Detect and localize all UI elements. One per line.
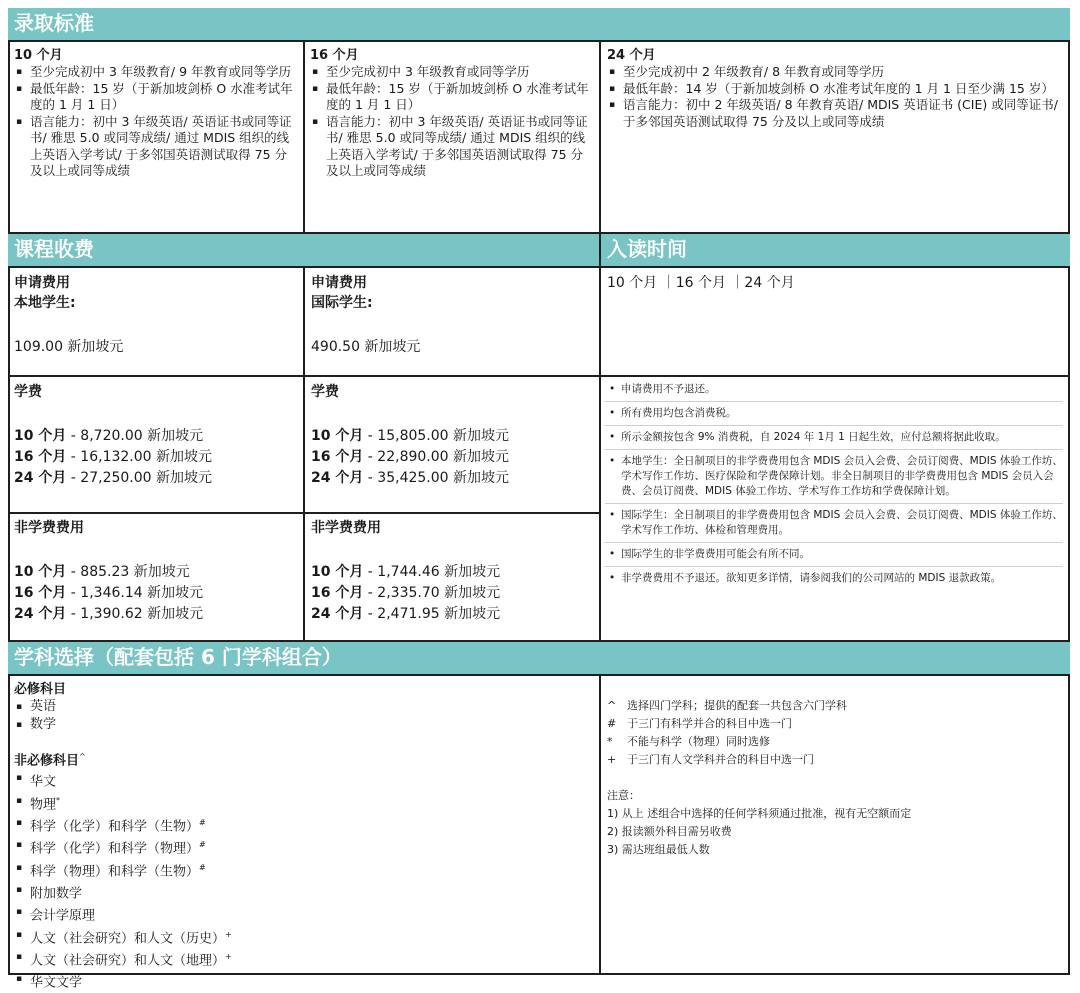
fee-row: 10 个月 - 8,720.00 新加坡元 xyxy=(14,428,204,444)
list-item: ▪ 科学（化学）和科学（生物）# xyxy=(14,814,594,836)
admission-header: 录取标准 xyxy=(8,8,1070,42)
fee-row: 16 个月 - 1,346.14 新加坡元 xyxy=(14,585,204,601)
app-fee-sub: 本地学生: xyxy=(14,295,76,311)
subjects-legend xyxy=(607,697,1062,859)
admission-col-title: 24 个月 xyxy=(607,48,656,63)
list-item: ▪ 至少完成初中 3 年级教育/ 9 年教育或同等学历 xyxy=(14,64,298,81)
legend-row: * 不能与科学（物理）同时选修 xyxy=(607,735,770,748)
local-nontuition xyxy=(14,518,298,625)
divider xyxy=(303,268,305,642)
note-item: • 国际学生的非学费费用可能会有所不同。 xyxy=(605,543,1063,567)
app-fee-title: 申请费用 xyxy=(311,275,367,291)
app-fee-value: 109.00 新加坡元 xyxy=(14,339,124,355)
list-item: ▪ 语言能力：初中 3 年级英语/ 英语证书或同等证书/ 雅思 5.0 或同等成绩/ 通过 MDIS 组织的线上英语入学考试/ 于多邻国英语测试取得 75 分及以上或同等成绩 xyxy=(14,114,298,180)
admission-col-10 xyxy=(14,47,298,180)
admission-col-title: 10 个月 xyxy=(14,48,63,63)
fee-row: 10 个月 - 1,744.46 新加坡元 xyxy=(311,564,501,580)
subject-note: 1) 从上 述组合中选择的任何学科须通过批准，视有无空额而定 xyxy=(607,807,912,820)
subjects-list xyxy=(14,681,594,993)
nontuition-title: 非学费费用 xyxy=(311,520,381,536)
subject-note: 2) 报读额外科目需另收费 xyxy=(607,825,732,838)
list-item: ▪ 人文（社会研究）和人文（历史）+ xyxy=(14,926,594,948)
legend-row: + 于三门有人文学科并合的科目中选一门 xyxy=(607,753,814,766)
list-item: ▪ 会计学原理 xyxy=(14,903,594,925)
admission-col-24 xyxy=(607,47,1062,130)
fee-row: 24 个月 - 27,250.00 新加坡元 xyxy=(14,470,213,486)
legend-row: ^ 选择四门学科；提供的配套一共包含六门学科 xyxy=(607,699,847,712)
tuition-title: 学费 xyxy=(311,384,339,400)
fee-row: 16 个月 - 2,335.70 新加坡元 xyxy=(311,585,501,601)
subject-note: 3) 需达班组最低人数 xyxy=(607,843,710,856)
list-item: ▪ 最低年龄：14 岁（于新加坡剑桥 O 水准考试年度的 1 月 1 日至少满 15 岁） xyxy=(607,81,1062,98)
note-item: • 所示金额按包含 9% 消费税，自 2024 年 1月 1 日起生效，应付总额将据此收取。 xyxy=(605,426,1063,450)
required-title: 必修科目 xyxy=(14,682,67,697)
list-item: ▪ 最低年龄：15 岁（于新加坡剑桥 O 水准考试年度的 1 月 1 日） xyxy=(14,81,298,114)
optional-title: 非必修科目^ xyxy=(14,752,86,769)
note-item: • 所有费用均包含消费税。 xyxy=(605,402,1063,426)
divider xyxy=(599,676,601,975)
fee-row: 24 个月 - 35,425.00 新加坡元 xyxy=(311,470,510,486)
list-item: ▪ 至少完成初中 3 年级教育或同等学历 xyxy=(310,64,594,81)
intake-header: 入读时间 xyxy=(601,232,1070,268)
note-item: • 国际学生：全日制项目的非学费费用包含 MDIS 会员入会费、会员订阅费、MDIS 体验工作坊、学术写作工作坊、体检和管理费用。 xyxy=(605,504,1063,543)
fee-notes xyxy=(605,378,1063,590)
intl-nontuition xyxy=(311,518,595,625)
legend-row: # 于三门有科学并合的科目中选一门 xyxy=(607,717,792,730)
divider xyxy=(599,232,601,642)
app-fee-sub: 国际学生: xyxy=(311,295,373,311)
list-item: ▪ 科学（化学）和科学（物理）# xyxy=(14,836,594,858)
fee-row: 24 个月 - 1,390.62 新加坡元 xyxy=(14,606,204,622)
list-item: ▪ 英语 xyxy=(14,698,594,716)
list-item: ▪ 科学（物理）和科学（生物）# xyxy=(14,859,594,881)
note-item: • 申请费用不予退还。 xyxy=(605,378,1063,402)
admission-col-16 xyxy=(310,47,594,180)
note-item: • 本地学生：全日制项目的非学费费用包含 MDIS 会员入会费、会员订阅费、MDIS 体验工作坊、学术写作工作坊、医疗保险和学费保障计划。非全日制项目的非学费费用包含 MDIS 会员入会费、会员订阅费、MDIS 体验工作坊、学术写作工作坊和学费保障计划。 xyxy=(605,450,1063,504)
fee-row: 16 个月 - 22,890.00 新加坡元 xyxy=(311,449,510,465)
divider xyxy=(8,512,601,514)
list-item: ▪ 最低年龄：15 岁（于新加坡剑桥 O 水准考试年度的 1 月 1 日） xyxy=(310,81,594,114)
fees-header: 课程收费 xyxy=(8,232,601,268)
fee-row: 24 个月 - 2,471.95 新加坡元 xyxy=(311,606,501,622)
list-item: ▪ 语言能力：初中 3 年级英语/ 英语证书或同等证书/ 雅思 5.0 或同等成绩/ 通过 MDIS 组织的线上英语入学考试/ 于多邻国英语测试取得 75 分及以上或同等成绩 xyxy=(310,114,594,180)
list-item: ▪ 数学 xyxy=(14,716,594,734)
admission-col-title: 16 个月 xyxy=(310,48,359,63)
list-item: ▪ 华文 xyxy=(14,769,594,791)
notes-title: 注意： xyxy=(607,789,640,802)
list-item: ▪ 附加数学 xyxy=(14,881,594,903)
divider xyxy=(8,375,1070,377)
list-item: ▪ 华文文学 xyxy=(14,970,594,992)
note-item: • 非学费费用不予退还。欲知更多详情，请参阅我们的公司网站的 MDIS 退款政策。 xyxy=(605,567,1063,590)
divider xyxy=(303,42,305,234)
list-item: ▪ 语言能力：初中 2 年级英语/ 8 年教育英语/ MDIS 英语证书 (CIE) 或同等证书/ 于多邻国英语测试取得 75 分及以上或同等成绩 xyxy=(607,97,1062,130)
nontuition-title: 非学费费用 xyxy=(14,520,84,536)
fee-row: 16 个月 - 16,132.00 新加坡元 xyxy=(14,449,213,465)
fee-row: 10 个月 - 885.23 新加坡元 xyxy=(14,564,190,580)
app-fee-title: 申请费用 xyxy=(14,275,70,291)
list-item: ▪ 人文（社会研究）和人文（地理）+ xyxy=(14,948,594,970)
intl-app-fee xyxy=(311,273,595,357)
tuition-title: 学费 xyxy=(14,384,42,400)
intl-tuition xyxy=(311,382,595,489)
intake-value: 10 个月 ｜16 个月 ｜24 个月 xyxy=(607,275,795,291)
fee-row: 10 个月 - 15,805.00 新加坡元 xyxy=(311,428,510,444)
list-item: ▪ 物理* xyxy=(14,792,594,814)
local-tuition xyxy=(14,382,298,489)
local-app-fee xyxy=(14,273,298,357)
app-fee-value: 490.50 新加坡元 xyxy=(311,339,421,355)
list-item: ▪ 至少完成初中 2 年级教育/ 8 年教育或同等学历 xyxy=(607,64,1062,81)
divider xyxy=(599,42,601,234)
subjects-header: 学科选择（配套包括 6 门学科组合） xyxy=(8,640,1070,676)
